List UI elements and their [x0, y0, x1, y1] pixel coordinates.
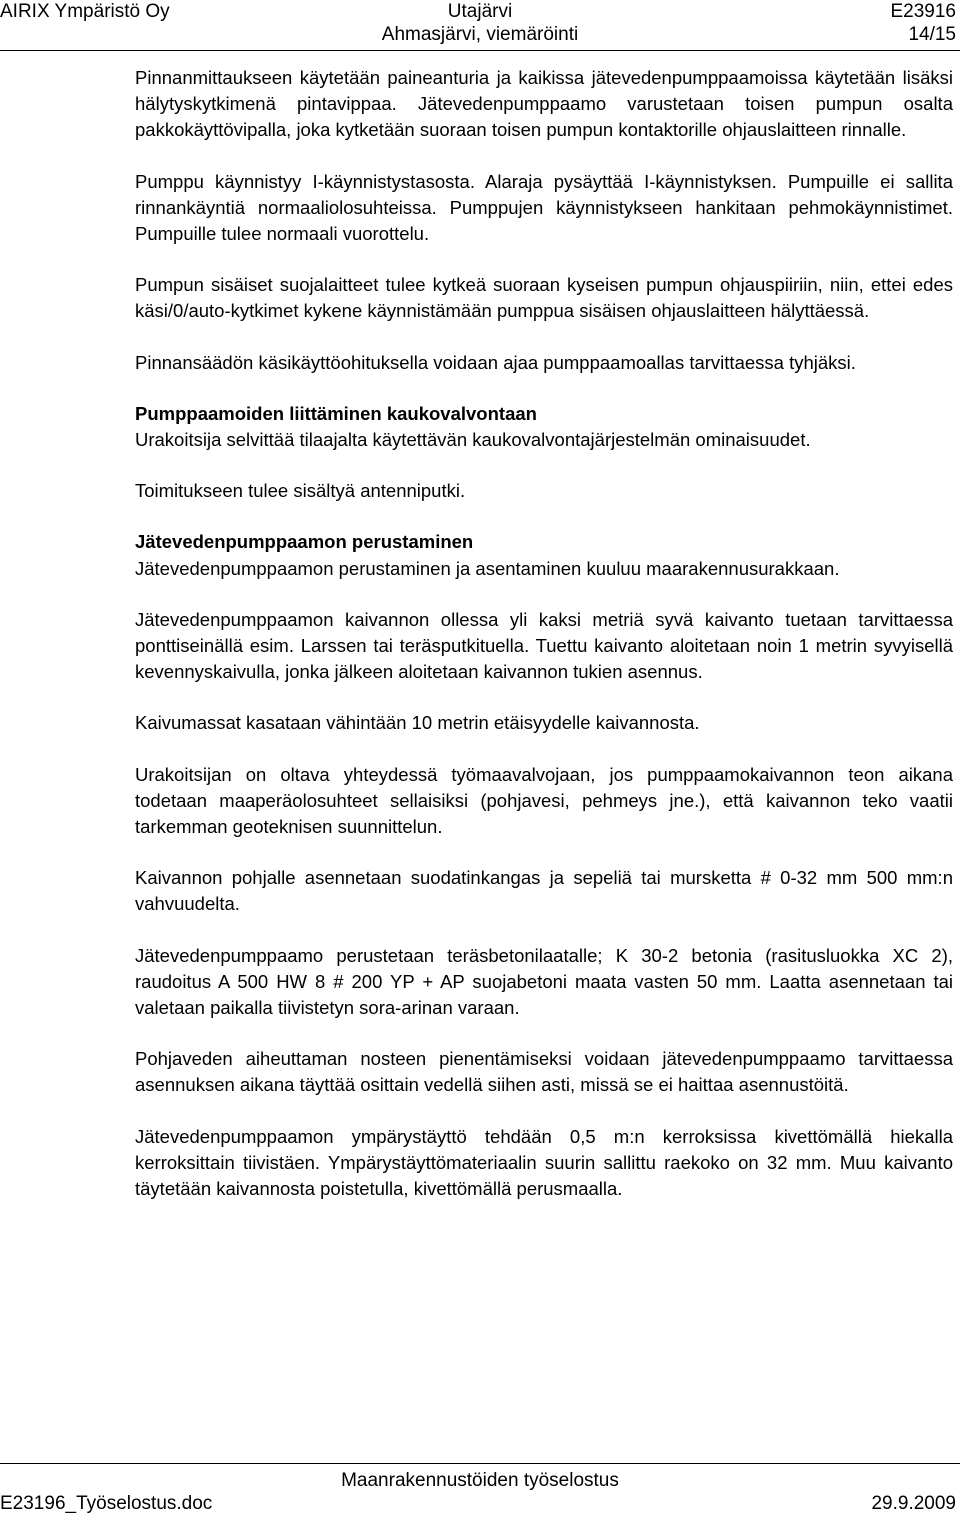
paragraph-level-measurement: Pinnanmittaukseen käytetään paineanturia ja kaikissa jätevedenpumppaamoissa käytetään lisäksi hälytyskytkimenä pintavippaa. Jätevedenpumppaamo varustetaan toisen pumpun osalta pakkokäyttövipalla, joka kytketään suoraan toisen pumpun kontaktorille ohjauslaitteen rinnalle. — [135, 67, 953, 141]
page-footer — [0, 1463, 960, 1519]
document-body — [135, 65, 953, 1227]
paragraph-remote-system: Urakoitsija selvittää tilaajalta käytettävän kaukovalvontajärjestelmän ominaisuudet. — [135, 429, 811, 451]
heading-foundation: Jätevedenpumppaamon perustaminen — [135, 531, 474, 553]
paragraph-foundation-scope: Jätevedenpumppaamon perustaminen ja asentaminen kuuluu maarakennusurakkaan. — [135, 557, 840, 579]
paragraph-concrete-slab: Jätevedenpumppaamo perustetaan teräsbetonilaatalle; K 30-2 betonia (rasitusluokka XC 2), raudoitus A 500 HW 8 # 200 YP + AP suojabetoni maata vasten 50 mm. Laatta asennetaan tai valetaan paikalla tiivistetyn sora-arinan varaan. — [135, 944, 953, 1019]
footer-filename: E23196_Työselostus.doc — [0, 1493, 213, 1514]
footer-title: Maanrakennustöiden työselostus — [341, 1470, 619, 1491]
header-project: Ahmasjärvi, viemäröinti — [381, 24, 579, 45]
paragraph-pump-start: Pumppu käynnistyy I-käynnistystasosta. Alaraja pysäyttää I-käynnistyksen. Pumpuille ei sallita rinnankäyntiä normaaliolosuhteissa. Pumppujen käynnistykseen hankitaan pehmokäynnistimet. Pumpuille tulee normaali vuorottelu. — [135, 170, 953, 245]
paragraph-geotextile: Kaivannon pohjalle asennetaan suodatinkangas ja sepeliä tai mursketta # 0-32 mm 500 mm:n vahvuudelta. — [135, 867, 953, 915]
page-number: 14/15 — [908, 24, 956, 45]
paragraph-groundwater: Pohjaveden aiheuttaman nosteen pienentämiseksi voidaan jätevedenpumppaamo tarvittaessa asennuksen aikana täyttää osittain vedellä siihen asti, missä se ei haittaa asennustöitä. — [135, 1048, 953, 1096]
paragraph-supervisor-contact: Urakoitsijan on oltava yhteydessä työmaavalvojaan, jos pumppaamokaivannon teon aikana todetaan maaperäolosuhteet sellaisiksi (pohjavesi, pehmeys jne.), että kaivannon teko vaatii tarkemman geoteknisen suunnittelun. — [135, 763, 953, 838]
paragraph-manual-override: Pinnansäädön käsikäyttöohituksella voidaan ajaa pumppaamoallas tarvittaessa tyhjäksi. — [135, 351, 856, 373]
paragraph-backfill: Jätevedenpumppaamon ympärystäyttö tehdään 0,5 m:n kerroksissa kivettömällä hiekalla kerroksittain tiivistäen. Ympärystäyttömateriaalin suurin sallittu raekoko on 32 mm. Muu kaivanto täytetään kaivannosta poistetulla, kivettömällä perusmaalla. — [135, 1125, 953, 1200]
paragraph-excavation-support: Jätevedenpumppaamon kaivannon ollessa yli kaksi metriä syvä kaivanto tuetaan tarvittaessa ponttiseinällä esim. Larssen tai teräsputkituella. Tuettu kaivanto aloitetaan noin 1 metrin syvyisellä kevennyskaivulla, jonka jälkeen aloitetaan kaivannon tukien asennus. — [135, 608, 953, 683]
paragraph-antenna: Toimitukseen tulee sisältyä antenniputki. — [135, 480, 466, 502]
document-code: E23916 — [890, 1, 956, 22]
footer-date: 29.9.2009 — [871, 1493, 956, 1514]
paragraph-excavated-soil: Kaivumassat kasataan vähintään 10 metrin etäisyydelle kaivannosta. — [135, 712, 700, 734]
company-name: AIRIX Ympäristö Oy — [0, 1, 170, 22]
paragraph-protection-devices: Pumpun sisäiset suojalaitteet tulee kytkeä suoraan kyseisen pumpun ohjauspiiriin, niin, ettei edes käsi/0/auto-kytkimet kykene käynnistämään pumppua sisäisen ohjauslaitteen hälyttäessä. — [135, 274, 953, 322]
header-location: Utajärvi — [447, 1, 513, 22]
page-header — [0, 0, 960, 51]
heading-remote-monitoring: Pumppaamoiden liittäminen kaukovalvontaan — [135, 402, 537, 424]
